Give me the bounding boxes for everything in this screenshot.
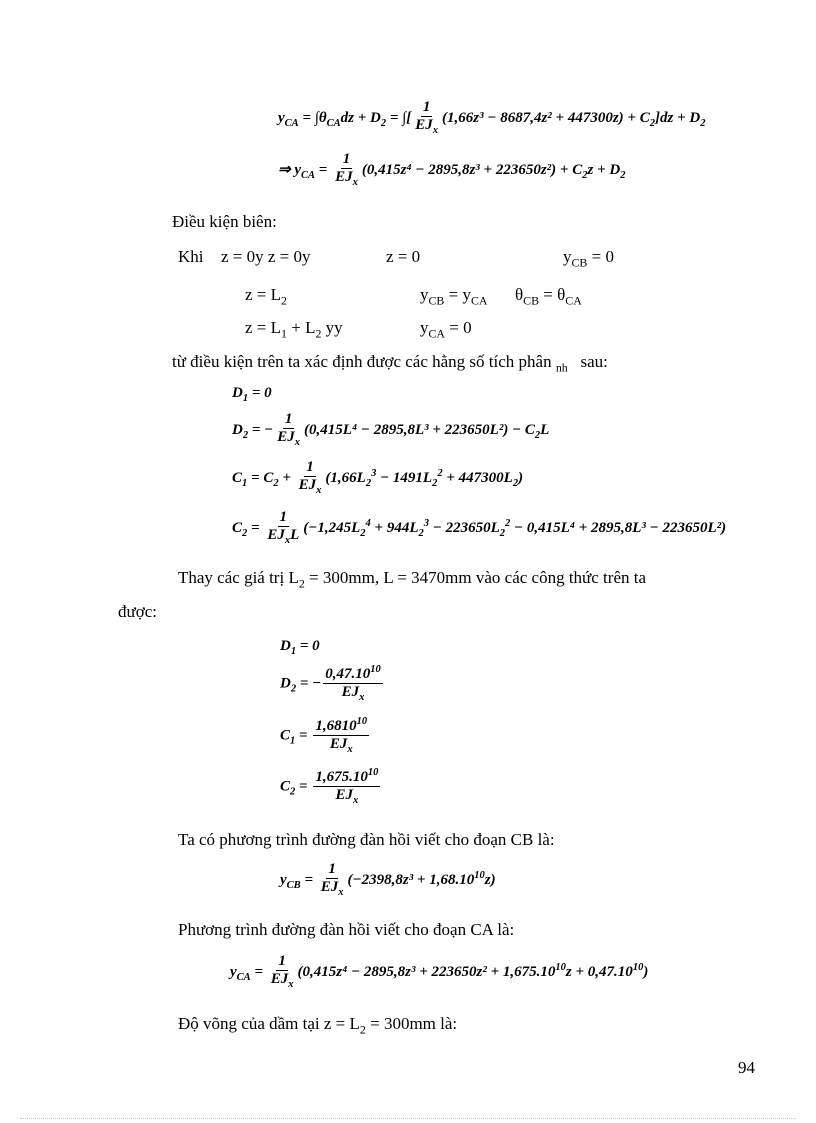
value-d2: $D_2$ = − $\frac{0,47.10^{10}}{EJ_x}$ [280,664,381,703]
equation-yca-integral: $y_{CA} = \int\theta_{CA}dz + D_2$ = ∫[ $\frac{1}{EJ_x}$ $(1,66z^3 - 8687,4z^2 + 447300z) + C_2]dz + D_2$ [278,99,706,136]
bc-row2-col3: $\theta_{CB} = \theta_{CA}$ [515,285,582,308]
value-c2: $C_2$ = $\frac{1,675.10^{10}}{EJ_x}$ [280,767,379,806]
bc-row1-col3: $y_{CB} = 0$ [563,247,614,270]
equation-yca-result: ⇒ $y_{CA}$ = $\frac{1}{EJ_x}$ $(0,415z^4 - 2895,8z^3 + 223650z^2) + C_2z + D_2$ [278,151,626,188]
duoc-label: được: [118,602,157,621]
deflection-intro: Độ võng của dầm tại $z = L_2 = 300mm$ là: [178,1014,458,1037]
page-number: 94 [738,1058,755,1077]
bc-row2-col1: $z = L_2$ [245,285,287,308]
equation-c2: $C_2$ = $\frac{1}{EJ_xL}$ $(-1,245L_2^4 + 944L_2^3 - 223650L_2^2 - 0,415L^4 + 2895,8L^3 - 223650L^2)$ [232,509,727,546]
constants-intro: từ điều kiện trên ta xác định được các hằng số tích phân $_{nh}$ sau: [172,352,608,375]
equation-d2: $D_2$ = − $\frac{1}{EJ_x}$ $(0,415L^4 - 2895,8L^3 + 223650L^2) - C_2L$ [232,411,550,448]
bc-row1-col1: z = 0y z = 0y [221,247,311,266]
footer-divider [20,1118,796,1119]
bc-row2-col2: $y_{CB} = y_{CA}$ [420,285,488,308]
ca-intro: Phương trình đường đàn hồi viết cho đoạn CA là: [178,920,515,939]
substitution-paragraph: Thay các giá trị $L_2 = 300mm$, L = 3470mm vào các công thức trên ta [178,568,647,591]
khi-label: Khi [178,247,204,266]
equation-c1: $C_1 = C_2$ + $\frac{1}{EJ_x}$ $(1,66L_2^3 - 1491L_2^2 + 447300L_2)$ [232,459,524,496]
cb-intro: Ta có phương trình đường đàn hồi viết cho đoạn CB là: [178,830,555,849]
value-c1: $C_1$ = $\frac{1,6810^{10}}{EJ_x}$ [280,716,368,755]
bc-row3-col1: $z = L_1 + L_2$ yy [245,318,343,341]
equation-ycb: $y_{CB}$ = $\frac{1}{EJ_x}$ $(-2398,8z^3 + 1,68.10^{10}z)$ [280,861,496,898]
bc-row3-col2: $y_{CA} = 0$ [420,318,472,341]
equation-d1: $D_1 = 0$ [232,385,272,404]
boundary-heading: Điều kiện biên: [172,212,277,231]
value-d1: $D_1 = 0$ [280,638,320,657]
bc-row1-col2: z = 0 [386,247,421,266]
equation-yca-final: $y_{CA}$ = $\frac{1}{EJ_x}$ $(0,415z^4 - 2895,8z^3 + 223650z^2 + 1,675.10^{10}z + 0,47.10^{10})$ [230,953,649,990]
